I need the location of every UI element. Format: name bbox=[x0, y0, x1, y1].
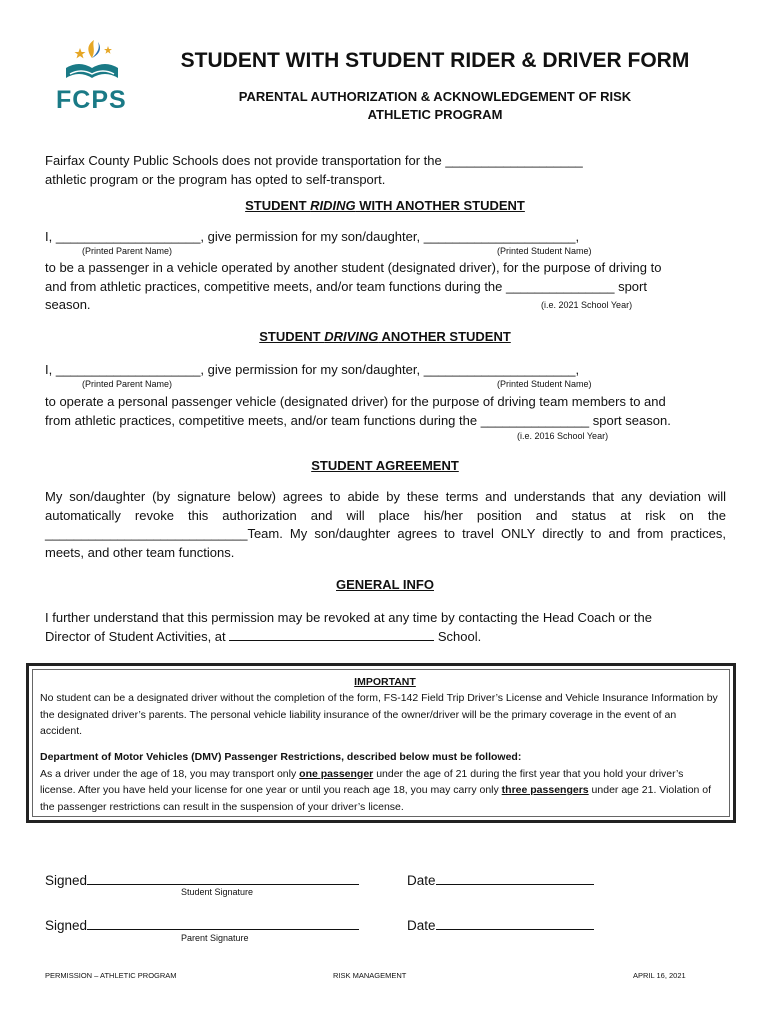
form-subtitle bbox=[150, 88, 720, 124]
agreement-text-2: ____________________________Team. My son/daughter agrees to travel ONLY directly to and from practices, meets, and other team functions. bbox=[45, 526, 726, 560]
dmv-heading-text: Department of Motor Vehicles (DMV) Passenger Restrictions, described below must be followed bbox=[40, 751, 518, 763]
intro-paragraph bbox=[45, 152, 583, 189]
general-text-2-pre: Director of Student Activities, at bbox=[45, 628, 230, 644]
school-name-field[interactable] bbox=[229, 628, 434, 641]
parent-signature-field[interactable] bbox=[87, 915, 359, 930]
footer-center: RISK MANAGEMENT bbox=[333, 971, 407, 980]
riding-student-caption: (Printed Student Name) bbox=[497, 246, 592, 256]
student-signature-caption: Student Signature bbox=[181, 887, 254, 897]
subtitle-line-1: PARENTAL AUTHORIZATION & ACKNOWLEDGEMENT OF RISK bbox=[238, 89, 632, 104]
riding-line-4: season. bbox=[45, 297, 91, 312]
driving-student-caption: (Printed Student Name) bbox=[497, 379, 592, 389]
footer-left: PERMISSION – ATHLETIC PROGRAM bbox=[45, 971, 177, 980]
intro-line-1: Fairfax County Public Schools does not provide transportation for the ___________________ bbox=[45, 153, 583, 168]
riding-heading-em: RIDING bbox=[310, 198, 356, 213]
parent-signed-row bbox=[45, 915, 359, 933]
riding-line-3: and from athletic practices, competitive meets, and/or team functions during the _______________ sport bbox=[45, 278, 647, 294]
general-text-2-post: School. bbox=[434, 628, 482, 644]
driving-body bbox=[45, 393, 671, 430]
riding-year-caption: (i.e. 2021 School Year) bbox=[541, 300, 633, 310]
driving-heading bbox=[0, 329, 770, 344]
driving-line-2: to operate a personal passenger vehicle (designated driver) for the purpose of driving team members to and bbox=[45, 394, 666, 409]
dmv-em-three-passengers: three passengers bbox=[501, 784, 589, 796]
intro-line-2: athletic program or the program has opted to self-transport. bbox=[45, 171, 386, 187]
agreement-text-1: My son/daughter (by signature below) agrees to abide by these terms and understands that any deviation will automatically revoke this authorization and will place his/her position and status at risk on the bbox=[45, 489, 726, 523]
parent-date-label: Date bbox=[407, 918, 436, 933]
driving-year-caption: (i.e. 2016 School Year) bbox=[517, 431, 609, 441]
student-signed-label: Signed bbox=[45, 873, 88, 888]
footer-right: APRIL 16, 2021 bbox=[633, 971, 686, 980]
agreement-heading: STUDENT AGREEMENT bbox=[311, 458, 459, 473]
parent-signature-caption: Parent Signature bbox=[181, 933, 249, 943]
logo-text: FCPS bbox=[56, 86, 127, 114]
student-date-row bbox=[407, 870, 594, 888]
important-text: No student can be a designated driver without the completion of the form, FS-142 Field Trip Driver’s License and Vehicle Insurance Information by the designated driver’s parents. The personal vehicle liability insurance of the owner/driver will be the primary coverage in the event of an accident. bbox=[40, 692, 718, 737]
agreement-text bbox=[45, 488, 726, 562]
subtitle-line-2: ATHLETIC PROGRAM bbox=[367, 107, 503, 122]
driving-line-3: from athletic practices, competitive meets, and/or team functions during the _______________ sport season. bbox=[45, 412, 671, 428]
driving-heading-post: ANOTHER STUDENT bbox=[378, 329, 511, 344]
driving-permission-line: I, ____________________, give permission for my son/daughter, _____________________, bbox=[45, 362, 580, 377]
driving-heading-pre: STUDENT bbox=[259, 329, 325, 344]
driving-heading-em: DRIVING bbox=[324, 329, 379, 344]
general-text bbox=[45, 609, 726, 646]
riding-parent-caption: (Printed Parent Name) bbox=[82, 246, 173, 256]
parent-date-row bbox=[407, 915, 594, 933]
dmv-text-pre: As a driver under the age of 18, you may transport only bbox=[40, 767, 300, 780]
dmv-section bbox=[40, 749, 720, 815]
riding-permission-line: I, ____________________, give permission for my son/daughter, _____________________, bbox=[45, 229, 580, 244]
student-signed-row bbox=[45, 870, 359, 888]
student-date-label: Date bbox=[407, 873, 436, 888]
parent-signed-label: Signed bbox=[45, 918, 88, 933]
general-text-1: I further understand that this permission may be revoked at any time by contacting the Head Coach or the bbox=[45, 610, 652, 625]
dmv-heading: Department of Motor Vehicles (DMV) Passenger Restrictions, described below must be followed: bbox=[40, 751, 522, 763]
dmv-text-post: under age 21. Violation of the passenger restrictions can result in the suspension of your driver’s license. bbox=[40, 784, 712, 813]
parent-date-field[interactable] bbox=[436, 915, 594, 930]
dmv-text bbox=[40, 766, 720, 816]
dmv-text-mid: under the age of 21 during the first year that you hold your driver’s license. After you have held your license for one year or until you reach age 18, you may carry only bbox=[40, 767, 684, 796]
riding-line-2: to be a passenger in a vehicle operated by another student (designated driver), for the purpose of driving to bbox=[45, 260, 662, 275]
student-signature-field[interactable] bbox=[87, 870, 359, 885]
driving-parent-caption: (Printed Parent Name) bbox=[82, 379, 173, 389]
general-text-2 bbox=[45, 628, 726, 647]
riding-heading-pre: STUDENT bbox=[245, 198, 311, 213]
form-title: STUDENT WITH STUDENT RIDER & DRIVER FORM bbox=[180, 49, 690, 72]
important-heading: IMPORTANT bbox=[354, 676, 416, 688]
riding-heading-post: WITH ANOTHER STUDENT bbox=[355, 198, 525, 213]
riding-heading bbox=[0, 198, 770, 213]
dmv-em-one-passenger: one passenger bbox=[299, 767, 374, 780]
student-date-field[interactable] bbox=[436, 870, 594, 885]
general-heading: GENERAL INFO bbox=[336, 577, 434, 592]
